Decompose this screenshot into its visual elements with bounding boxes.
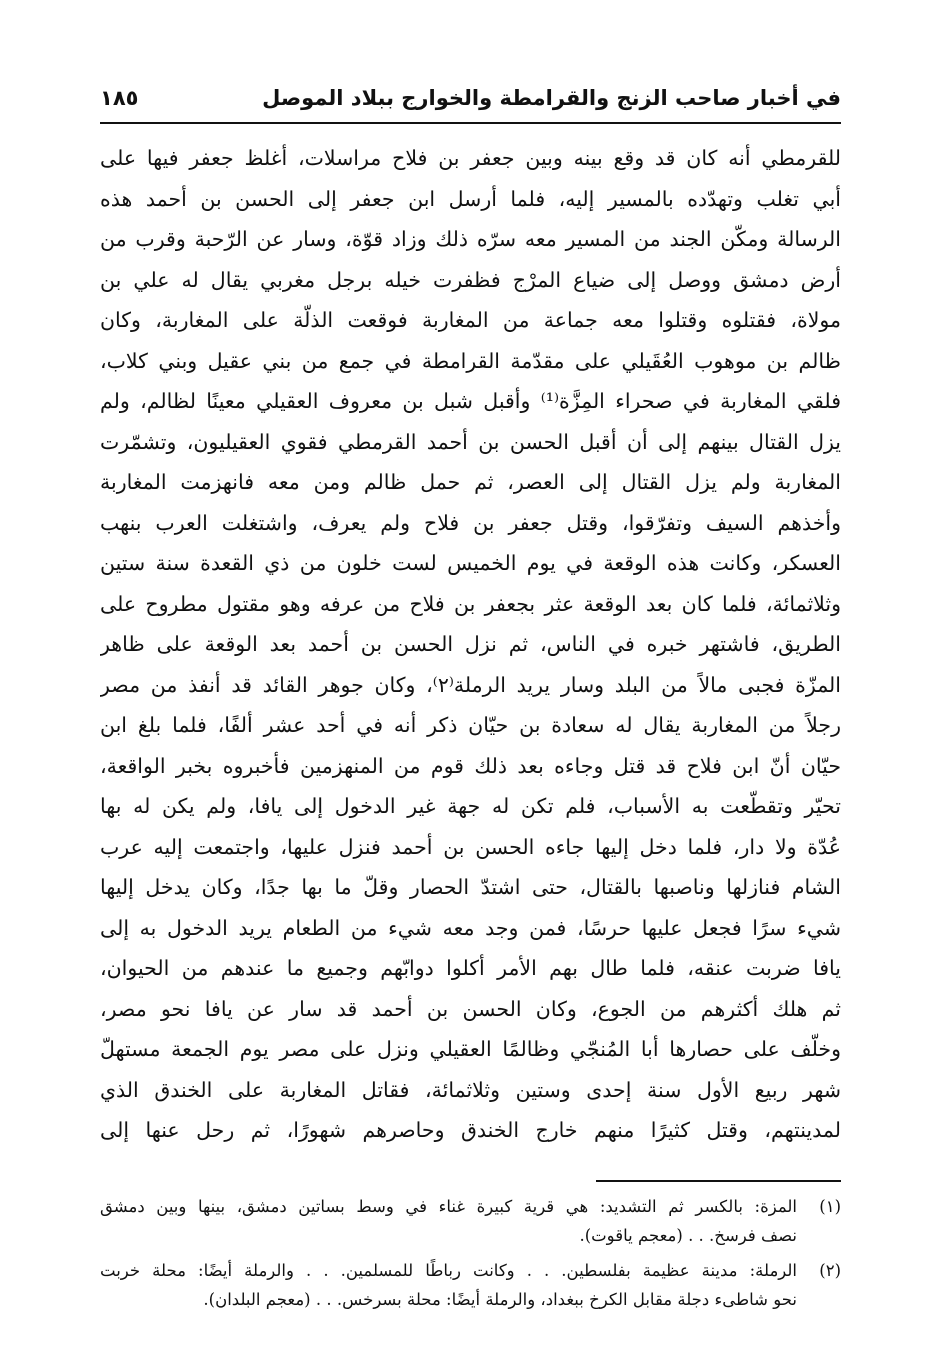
- body-line: تحيّر وتقطّعت به الأسباب، فلم تكن له جهة غير الدخول إلى يافا، ولم يكن له بها: [100, 794, 841, 818]
- footnote-number: (١): [819, 1197, 841, 1216]
- footnote-line: الرملة: مدينة عظيمة بفلسطين. . . وكانت رباطًا للمسلمين. . . والرملة أيضًا: محلة خربت: [100, 1261, 797, 1280]
- body-line: شهر ربيع الأول سنة إحدى وستين وثلاثمائة، فقاتل المغاربة على الخندق الذي: [100, 1077, 841, 1102]
- body-line: يزل القتال بينهم إلى أن أقبل الحسن بن أحمد القرمطي فقوي العقيليون، وتشمّرت: [100, 429, 841, 454]
- running-title: في أخبار صاحب الزنج والقرامطة والخوارج ببلاد الموصل: [262, 86, 841, 110]
- footnote-2: [100, 1256, 841, 1314]
- body-line: للقرمطي أنه كان قد وقع بينه وبين جعفر بن فلاح مراسلات، أغلظ جعفر فيها على: [100, 146, 841, 170]
- body-line: الرسالة ومكّن الجند من المسير معه سرّه ذلك وزاد قوّة، وسار عن الرّحبة وقرب من: [100, 227, 841, 251]
- body-line: أبي تغلب وتهدّده بالمسير إليه، فلما أرسل ابن جعفر إلى الحسن بن أحمد هذه: [100, 186, 841, 211]
- body-line: وثلاثمائة، فلما كان بعد الوقعة عثر بجعفر بن فلاح من عرفه وهو مقتول مطروح على: [100, 591, 841, 616]
- body-line: لمدينتهم، وقتل كثيرًا منهم خارج الخندق وحاصرهم شهورًا، ثم رحل عنها إلى: [100, 1118, 841, 1142]
- footnote-line: نحو شاطىء دجلة مقابل الكرخ ببغداد، والرملة أيضًا: محلة بسرخس. . . (معجم البلدان).: [203, 1290, 797, 1309]
- body-line: الطريق، فاشتهر خبره في الناس، ثم نزل الحسن بن أحمد بعد الوقعة على ظاهر: [100, 632, 841, 656]
- footnote-number: (٢): [819, 1261, 841, 1280]
- body-line: المغاربة ولم يزل القتال إلى العصر، ثم حمل ظالم ومن معه فانهزمت المغاربة: [100, 470, 841, 494]
- body-line: ظالم بن موهوب العُقَيلي على مقدّمة القرامطة في جمع من بني عقيل وبني كلاب،: [100, 348, 841, 373]
- body-line: مولاة، فقتلوه وقتلوا معه جماعة من المغاربة فوقعت الذلّة على المغاربة، وكان: [100, 308, 841, 332]
- page-number: ١٨٥: [100, 86, 139, 110]
- body-line: عُدّة ولا دار، فلما دخل إليها جاءه الحسن بن أحمد فنزل عليها، واجتمعت إليه عرب: [100, 834, 841, 859]
- page-header: [100, 82, 841, 124]
- footnote-1: [100, 1192, 841, 1250]
- footnote-line: نصف فرسخ. . . (معجم ياقوت).: [579, 1226, 797, 1245]
- body-line: المزّة فجبى مالاً من البلد وسار يريد الرملة⁽٢⁾، وكان جوهر القائد قد أنفذ من مصر: [100, 672, 841, 697]
- footnote-line: المزة: بالكسر ثم التشديد: هي قرية كبيرة غناء في وسط بساتين دمشق، بينها وبين دمشق: [100, 1197, 797, 1216]
- body-line: العسكر، وكانت هذه الوقعة في يوم الخميس لست خلون من ذي القعدة سنة ستين: [100, 551, 841, 575]
- header-rule: [100, 122, 841, 124]
- footnotes: [100, 1192, 841, 1320]
- body-line: حيّان أنّ ابن فلاح قد قتل وجاءه بعد ذلك قوم من المنهزمين فأخبروه بخبر الواقعة،: [100, 753, 841, 778]
- body-line: شيء سرًا فجعل عليها حرسًا، فمن وجد معه شيء من الطعام يريد الدخول به إلى: [100, 915, 841, 940]
- body-line: رجلاً من المغاربة يقال له سعادة بن حيّان ذكر أنه في أحد عشر ألفًا، فلما بلغ ابن: [100, 713, 841, 737]
- body-line: فلقي المغاربة في صحراء المِزَّة⁽¹⁾ وأقبل شبل بن معروف العقيلي معينًا لظالم، ولم: [100, 389, 841, 413]
- body-text: [100, 138, 841, 1151]
- body-line: وأخذهم السيف وتفرّقوا، وقتل جعفر بن فلاح ولم يعرف، واشتغلت العرب بنهب: [100, 510, 841, 535]
- body-line: يافا ضربت عنقه، فلما طال بهم الأمر أكلوا دوابّهم وجميع ما عندهم من الحيوان،: [100, 956, 841, 980]
- body-line: الشام فنازلها وناصبها بالقتال، حتى اشتدّ الحصار وقلّ ما بها جدًا، وكان يدخل إليها: [100, 875, 841, 899]
- body-line: أرض دمشق ووصل إلى ضياع المرْج فظفرت خيله برجل مغربي يقال له علي بن: [100, 267, 841, 292]
- footnote-separator: [596, 1180, 841, 1182]
- body-line: ثم هلك أكثرهم من الجوع، وكان الحسن بن أحمد قد سار عن يافا نحو مصر،: [100, 996, 841, 1021]
- body-line: وخلّف على حصارها أبا المُنجّي وظالمًا العقيلي ونزل على مصر يوم الجمعة مستهلّ: [100, 1037, 841, 1061]
